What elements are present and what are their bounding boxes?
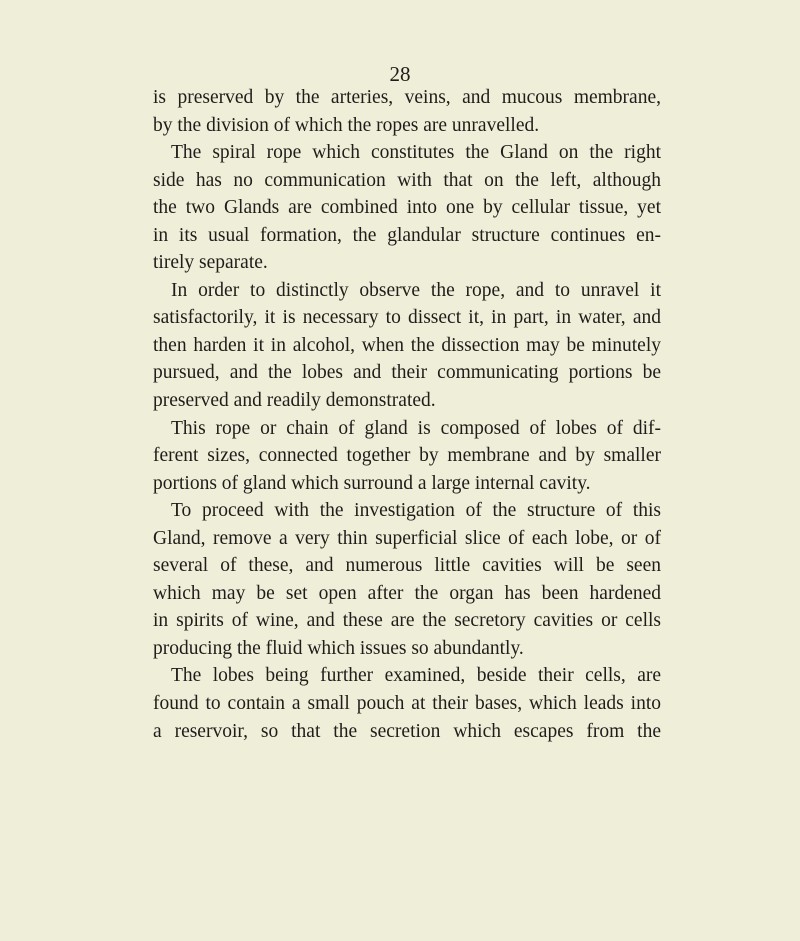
text-line: by the division of which the ropes are unravelled. bbox=[153, 114, 540, 136]
text-line: the two Glands are combined into one by cellular tissue, yet bbox=[153, 197, 661, 219]
text-line: then harden it in alcohol, when the dissection may be minutely bbox=[153, 334, 661, 356]
text-line: The lobes being further examined, beside their cells, are bbox=[171, 665, 661, 687]
text-line: in spirits of wine, and these are the secretory cavities or cells bbox=[153, 610, 661, 632]
text-line: pursued, and the lobes and their communicating portions be bbox=[153, 362, 661, 384]
text-line: satisfactorily, it is necessary to dissect it, in part, in water, and bbox=[153, 307, 661, 329]
text-line: tirely separate. bbox=[153, 252, 268, 274]
body-text bbox=[153, 84, 661, 745]
text-line: in its usual formation, the glandular structure continues en- bbox=[153, 224, 661, 246]
text-line: portions of gland which surround a large internal cavity. bbox=[153, 472, 591, 494]
text-line: side has no communication with that on the left, although bbox=[153, 169, 661, 191]
text-line: This rope or chain of gland is composed of lobes of dif- bbox=[171, 417, 661, 439]
page-number: 28 bbox=[389, 62, 411, 86]
text-line: Gland, remove a very thin superficial slice of each lobe, or of bbox=[153, 527, 661, 549]
text-line: In order to distinctly observe the rope, and to unravel it bbox=[171, 279, 661, 301]
text-line: several of these, and numerous little cavities will be seen bbox=[153, 555, 661, 577]
text-line: The spiral rope which constitutes the Gland on the right bbox=[171, 142, 661, 164]
text-line: To proceed with the investigation of the structure of this bbox=[171, 500, 661, 522]
text-line: is preserved by the arteries, veins, and mucous membrane, bbox=[153, 87, 661, 108]
text-line: preserved and readily demonstrated. bbox=[153, 390, 436, 412]
text-line: which may be set open after the organ has been hardened bbox=[153, 582, 661, 604]
text-line: found to contain a small pouch at their bases, which leads into bbox=[153, 693, 661, 715]
text-line: a reservoir, so that the secretion which escapes from the bbox=[153, 720, 661, 742]
text-line: ferent sizes, connected together by membrane and by smaller bbox=[153, 445, 661, 467]
text-line: producing the fluid which issues so abundantly. bbox=[153, 637, 524, 659]
